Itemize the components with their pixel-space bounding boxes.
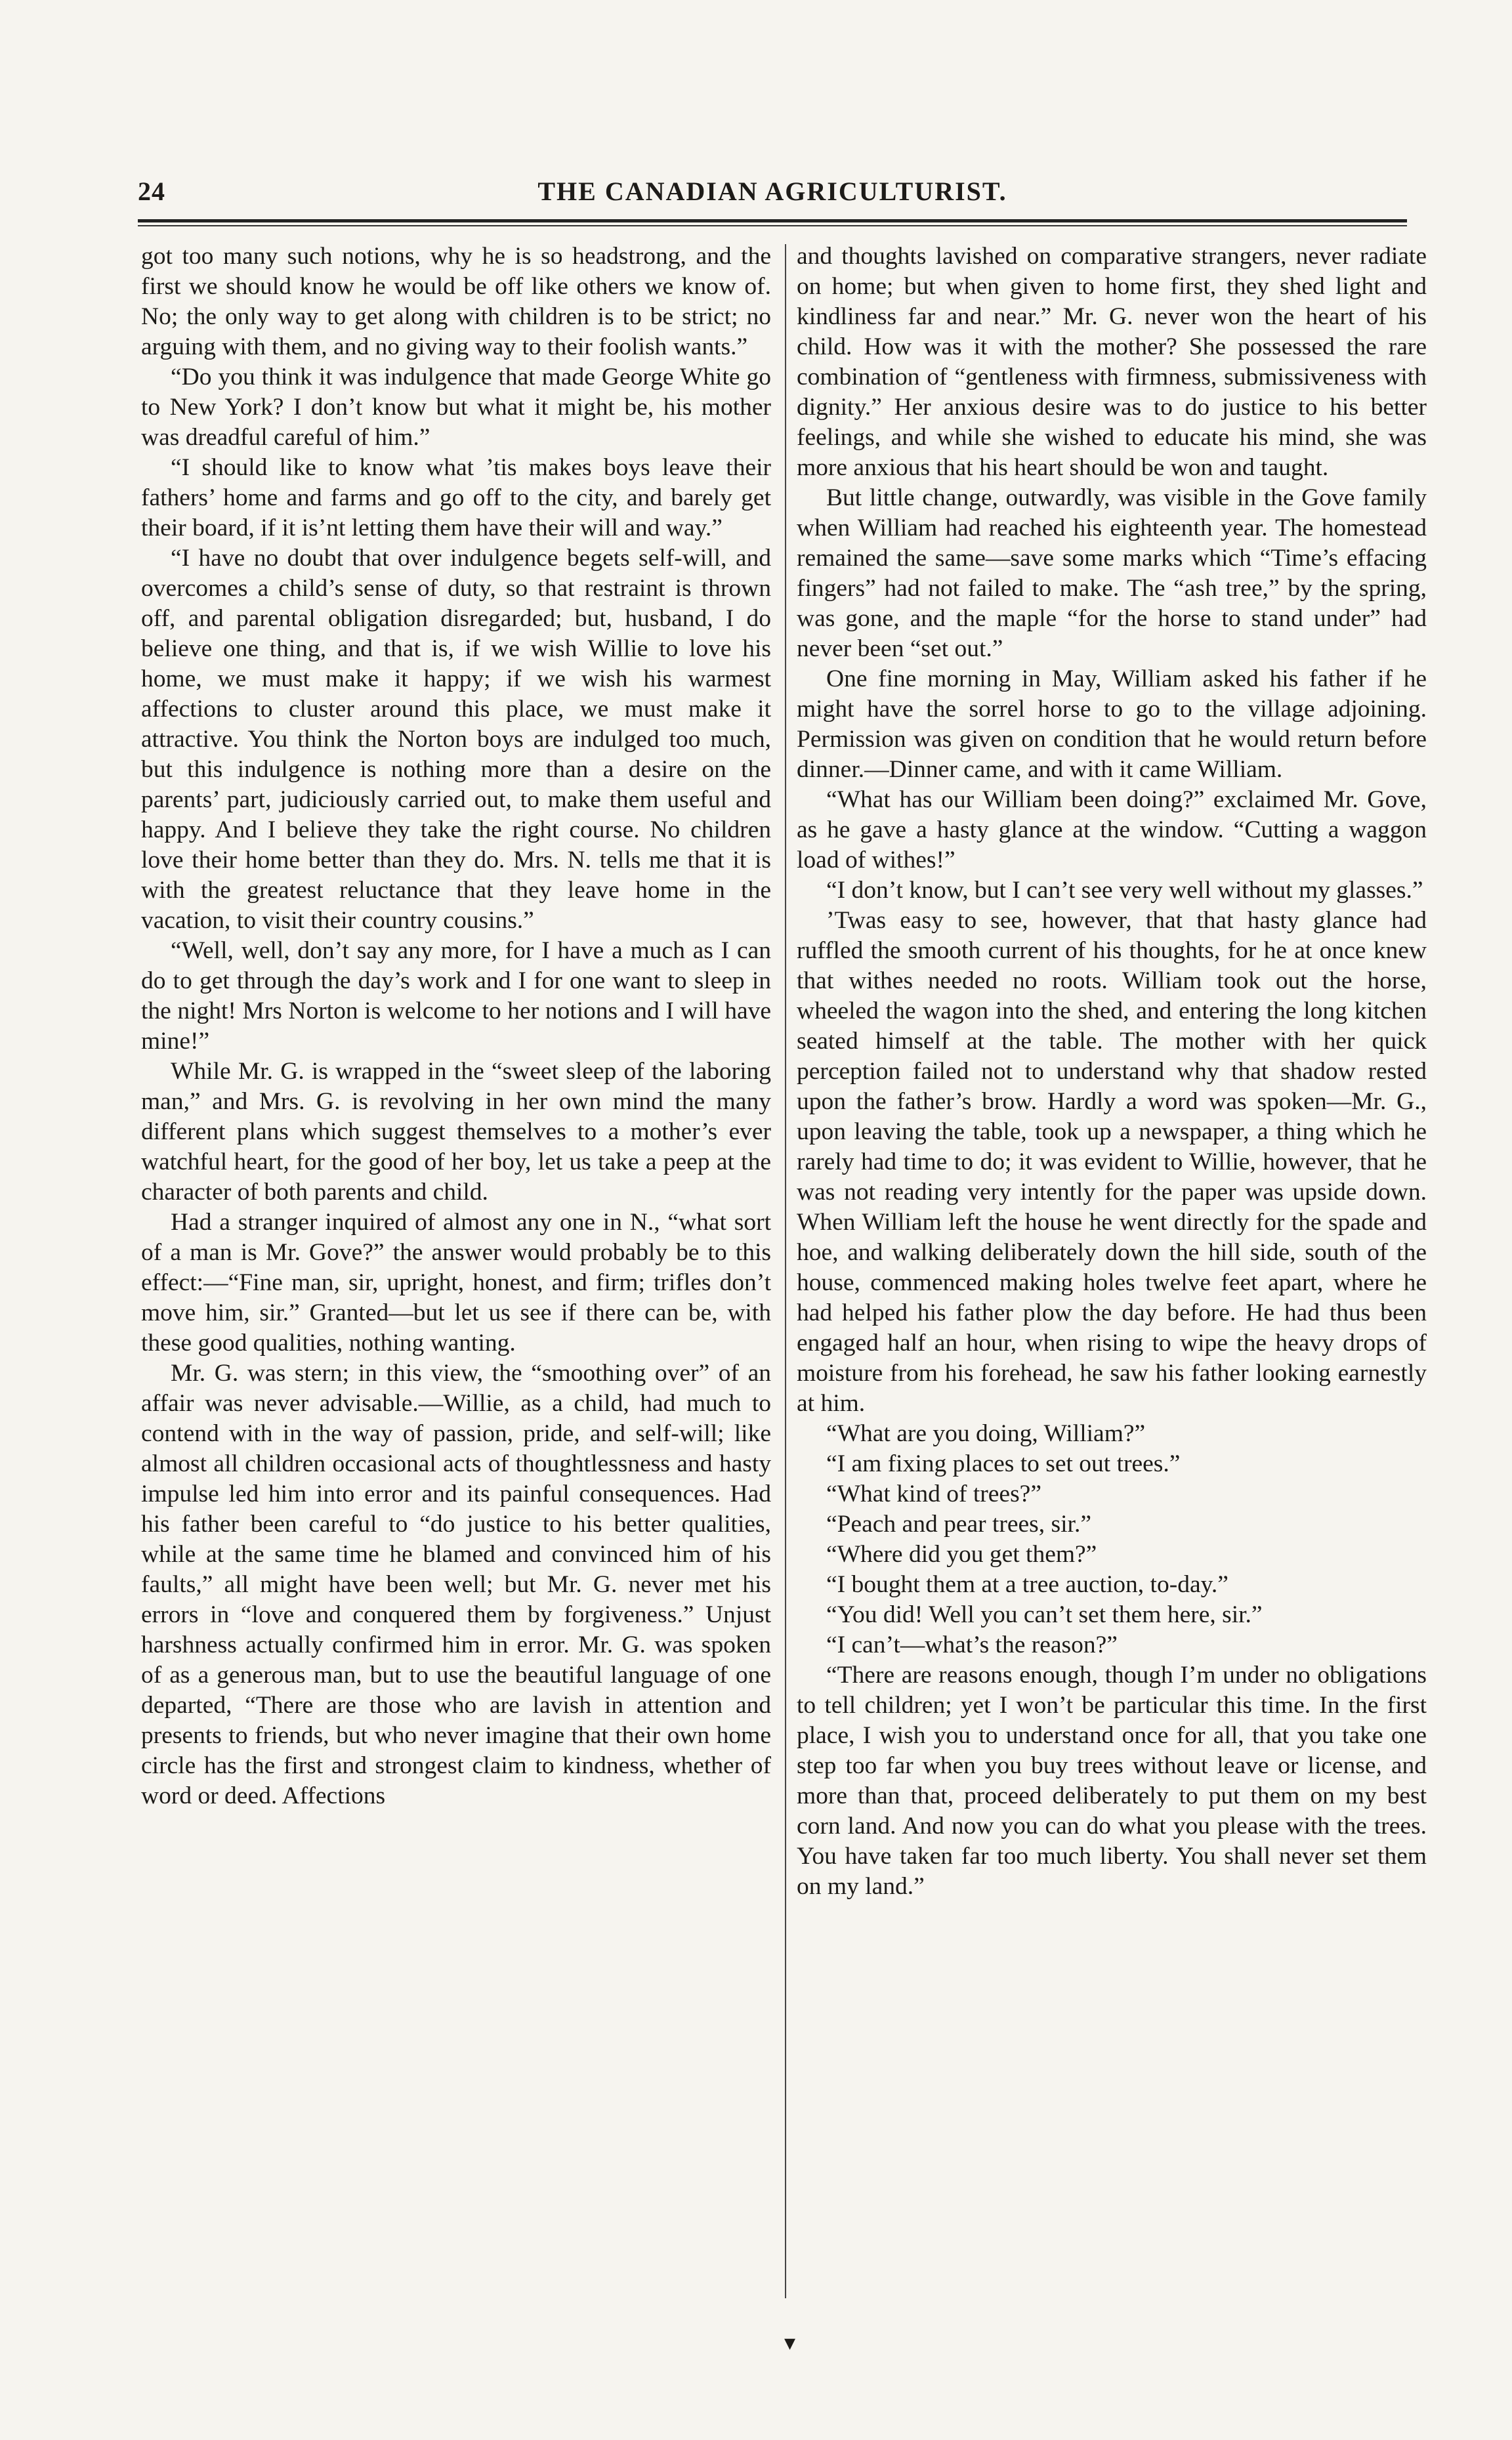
paragraph: “I don’t know, but I can’t see very well without my glasses.” bbox=[826, 877, 1423, 904]
dialogue-line: “I am fixing places to set out trees.” bbox=[826, 1450, 1181, 1477]
ink-mark-ornament: ▾ bbox=[784, 2331, 796, 2355]
paragraph: “What has our William been doing?” exclaimed Mr. Gove, as he gave a hasty glance at the window. “Cutting a waggon load of withes!” bbox=[797, 786, 1427, 873]
paragraph: and thoughts lavished on comparative strangers, never radiate on home; but when given to home first, they shed light and kindliness far and near.” Mr. G. never won the heart of his child. How was it with the mother? She possessed the rare combination of “gentleness with firmness, submissiveness with dignity.” Her anxious desire was to do justice to his better feelings, and while she wished to educate his mind, she was more anxious that his heart should be won and taught. bbox=[797, 243, 1427, 481]
dialogue-line: “What kind of trees?” bbox=[826, 1481, 1041, 1507]
page-header bbox=[138, 176, 1407, 215]
right-column bbox=[797, 242, 1427, 2302]
paragraph: “I have no doubt that over indulgence begets self-will, and overcomes a child’s sense of duty, so that restraint is thrown off, and parental obligation disregarded; but, husband, I do believe one thing, and that is, if we wish Willie to love his home, we must make it happy; if we wish his warmest affections to cluster around this place, we must make it attractive. You think the Norton boys are indulged too much, but this indulgence is nothing more than a desire on the parents’ part, judiciously carried out, to make them useful and happy. And I believe they take the right course. No children love their home better than they do. Mrs. N. tells me that it is with the greatest reluctance that they leave home in the vacation, to visit their country cousins.” bbox=[141, 545, 771, 934]
paragraph: But little change, outwardly, was visible in the Gove family when William had reached his eighteenth year. The homestead remained the same—save some marks which “Time’s effacing fingers” had not failed to make. The “ash tree,” by the spring, was gone, and the maple “for the horse to stand under” had never been “set out.” bbox=[797, 484, 1427, 662]
paragraph: While Mr. G. is wrapped in the “sweet sleep of the laboring man,” and Mrs. G. is revolving in her own mind the many different plans which suggest themselves to a mother’s ever watchful heart, for the good of her boy, let us take a peep at the character of both parents and child. bbox=[141, 1058, 771, 1206]
paragraph: One fine morning in May, William asked his father if he might have the sorrel horse to go to the village adjoining. Permission was given on condition that he would return before dinner.—Dinner came, and with it came William. bbox=[797, 665, 1427, 783]
paragraph: got too many such notions, why he is so headstrong, and the first we should know he would be off like others we know of. No; the only way to get along with children is to be strict; no arguing with them, and no giving way to their foolish wants.” bbox=[141, 243, 771, 360]
page-number: 24 bbox=[138, 177, 165, 206]
header-rule bbox=[138, 219, 1407, 226]
dialogue-line: “I can’t—what’s the reason?” bbox=[826, 1631, 1118, 1658]
paragraph: “Do you think it was indulgence that made George White go to New York? I don’t know but what it might be, his mother was dreadful careful of him.” bbox=[141, 364, 771, 451]
dialogue-line: “What are you doing, William?” bbox=[826, 1420, 1146, 1447]
paragraph: “There are reasons enough, though I’m under no obligations to tell children; yet I won’t be particular this time. In the first place, I wish you to understand once for all, that you take one step too far when you buy trees without leave or license, and more than that, proceed deliberately to put them on my best corn land. And now you can do what you please with the trees. You have taken far too much liberty. You shall never set them on my land.” bbox=[797, 1662, 1427, 1900]
paragraph: “Well, well, don’t say any more, for I have a much as I can do to get through the day’s work and I for one want to sleep in the night! Mrs Norton is welcome to her notions and I will have mine!” bbox=[141, 937, 771, 1055]
dialogue-line: “Peach and pear trees, sir.” bbox=[826, 1511, 1091, 1538]
dialogue-line: “Where did you get them?” bbox=[826, 1541, 1097, 1568]
running-title: THE CANADIAN AGRICULTURIST. bbox=[537, 177, 1007, 206]
paragraph: ’Twas easy to see, however, that that hasty glance had ruffled the smooth current of his thoughts, for he at once knew that withes needed no roots. William took out the horse, wheeled the wagon into the shed, and entering the long kitchen seated himself at the table. The mother with her quick perception failed not to understand why that shadow rested upon the father’s brow. Hardly a word was spoken—Mr. G., upon leaving the table, took up a newspaper, a thing which he rarely had time to do; it was evident to Willie, however, that he was not reading very intently for the paper was upside down. When William left the house he went directly for the spade and hoe, and walking deliberately down the hill side, south of the house, commenced making holes twelve feet apart, where he had helped his father plow the day before. He had thus been engaged half an hour, when rising to wipe the heavy drops of moisture from his forehead, he saw his father looking earnestly at him. bbox=[797, 907, 1427, 1417]
paragraph: Mr. G. was stern; in this view, the “smoothing over” of an affair was never advisable.—Willie, as a child, had much to contend with in the way of passion, pride, and self-will; like almost all children occasional acts of thoughtlessness and hasty impulse led him into error and its painful consequences. Had his father been careful to “do justice to his better qualities, while at the same time he blamed and convinced him of his faults,” all might have been well; but Mr. G. never met his errors in “love and conquered them by forgiveness.” Unjust harshness actually confirmed him in error. Mr. G. was spoken of as a generous man, but to use the beautiful language of one departed, “There are those who are lavish in attention and presents to friends, but who never imagine that their own home circle has the first and strongest claim to kindness, whether of word or deed. Affections bbox=[141, 1360, 771, 1809]
dialogue-line: “I bought them at a tree auction, to-day.” bbox=[826, 1571, 1228, 1598]
column-divider bbox=[785, 244, 786, 2298]
dialogue-line: “You did! Well you can’t set them here, sir.” bbox=[826, 1601, 1263, 1628]
paragraph: Had a stranger inquired of almost any one in N., “what sort of a man is Mr. Gove?” the answer would probably be to this effect:—“Fine man, sir, upright, honest, and firm; trifles don’t move him, sir.” Granted—but let us see if there can be, with these good qualities, nothing wanting. bbox=[141, 1209, 771, 1357]
paragraph: “I should like to know what ’tis makes boys leave their fathers’ home and farms and go off to the city, and barely get their board, if it is’nt letting them have their will and way.” bbox=[141, 454, 771, 541]
left-column bbox=[141, 242, 771, 2302]
